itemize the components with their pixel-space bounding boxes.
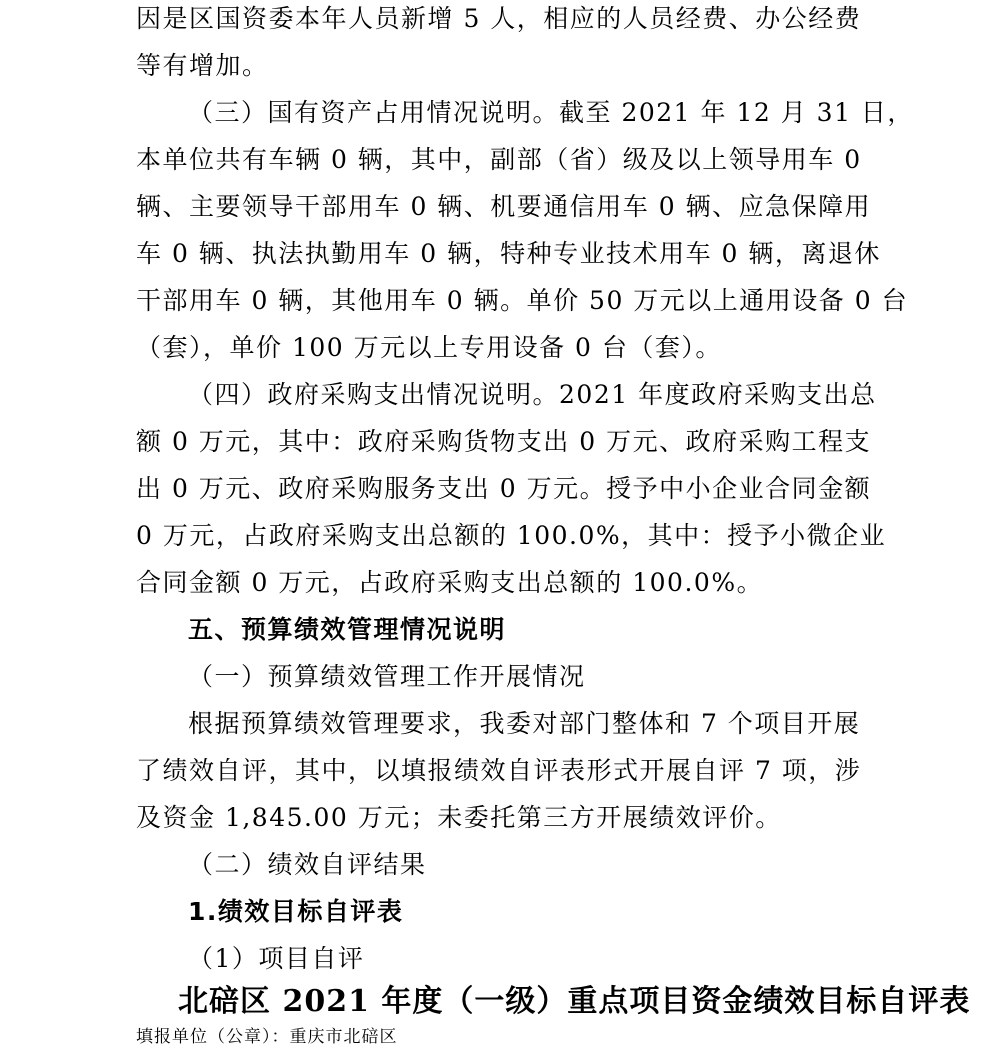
paragraph-line: 车 0 辆、执法执勤用车 0 辆，特种专业技术用车 0 辆，离退休 bbox=[136, 239, 881, 268]
section-heading-assets: （三）国有资产占用情况说明。截至 2021 年 12 月 31 日， bbox=[188, 98, 914, 127]
subsection-heading: （一）预算绩效管理工作开展情况 bbox=[188, 662, 586, 691]
paragraph-line: 本单位共有车辆 0 辆，其中，副部（省）级及以上领导用车 0 bbox=[136, 145, 862, 174]
subsection-heading: （二）绩效自评结果 bbox=[188, 850, 427, 879]
paragraph-line: 出 0 万元、政府采购服务支出 0 万元。授予中小企业合同金额 bbox=[136, 474, 872, 503]
section-heading-procurement: （四）政府采购支出情况说明。2021 年度政府采购支出总 bbox=[188, 380, 877, 409]
paragraph-line: 因是区国资委本年人员新增 5 人，相应的人员经费、办公经费 bbox=[136, 4, 862, 33]
paragraph-line: 根据预算绩效管理要求，我委对部门整体和 7 个项目开展 bbox=[188, 709, 861, 738]
paragraph-line: 了绩效自评，其中，以填报绩效自评表形式开展自评 7 项，涉 bbox=[136, 756, 862, 785]
table-section-heading: 1.绩效目标自评表 bbox=[188, 897, 404, 926]
paragraph-line: 额 0 万元，其中：政府采购货物支出 0 万元、政府采购工程支 bbox=[136, 427, 872, 456]
paragraph-line: 及资金 1,845.00 万元；未委托第三方开展绩效评价。 bbox=[136, 803, 782, 832]
paragraph-line: 合同金额 0 万元，占政府采购支出总额的 100.0%。 bbox=[136, 568, 764, 597]
paragraph-line: 干部用车 0 辆，其他用车 0 辆。单价 50 万元以上通用设备 0 台 bbox=[136, 286, 909, 315]
filing-unit: 填报单位（公章）：重庆市北碚区 bbox=[136, 1027, 398, 1047]
table-title: 北碚区 2021 年度（一级）重点项目资金绩效目标自评表 bbox=[178, 984, 971, 1019]
section-heading-performance: 五、预算绩效管理情况说明 bbox=[188, 615, 507, 644]
paragraph-line: 等有增加。 bbox=[136, 51, 269, 80]
paragraph-line: （套），单价 100 万元以上专用设备 0 台（套）。 bbox=[136, 333, 722, 362]
paragraph-line: 0 万元，占政府采购支出总额的 100.0%，其中：授予小微企业 bbox=[136, 521, 887, 550]
subsection-heading: （1）项目自评 bbox=[188, 944, 365, 973]
paragraph-line: 辆、主要领导干部用车 0 辆、机要通信用车 0 辆、应急保障用 bbox=[136, 192, 872, 221]
